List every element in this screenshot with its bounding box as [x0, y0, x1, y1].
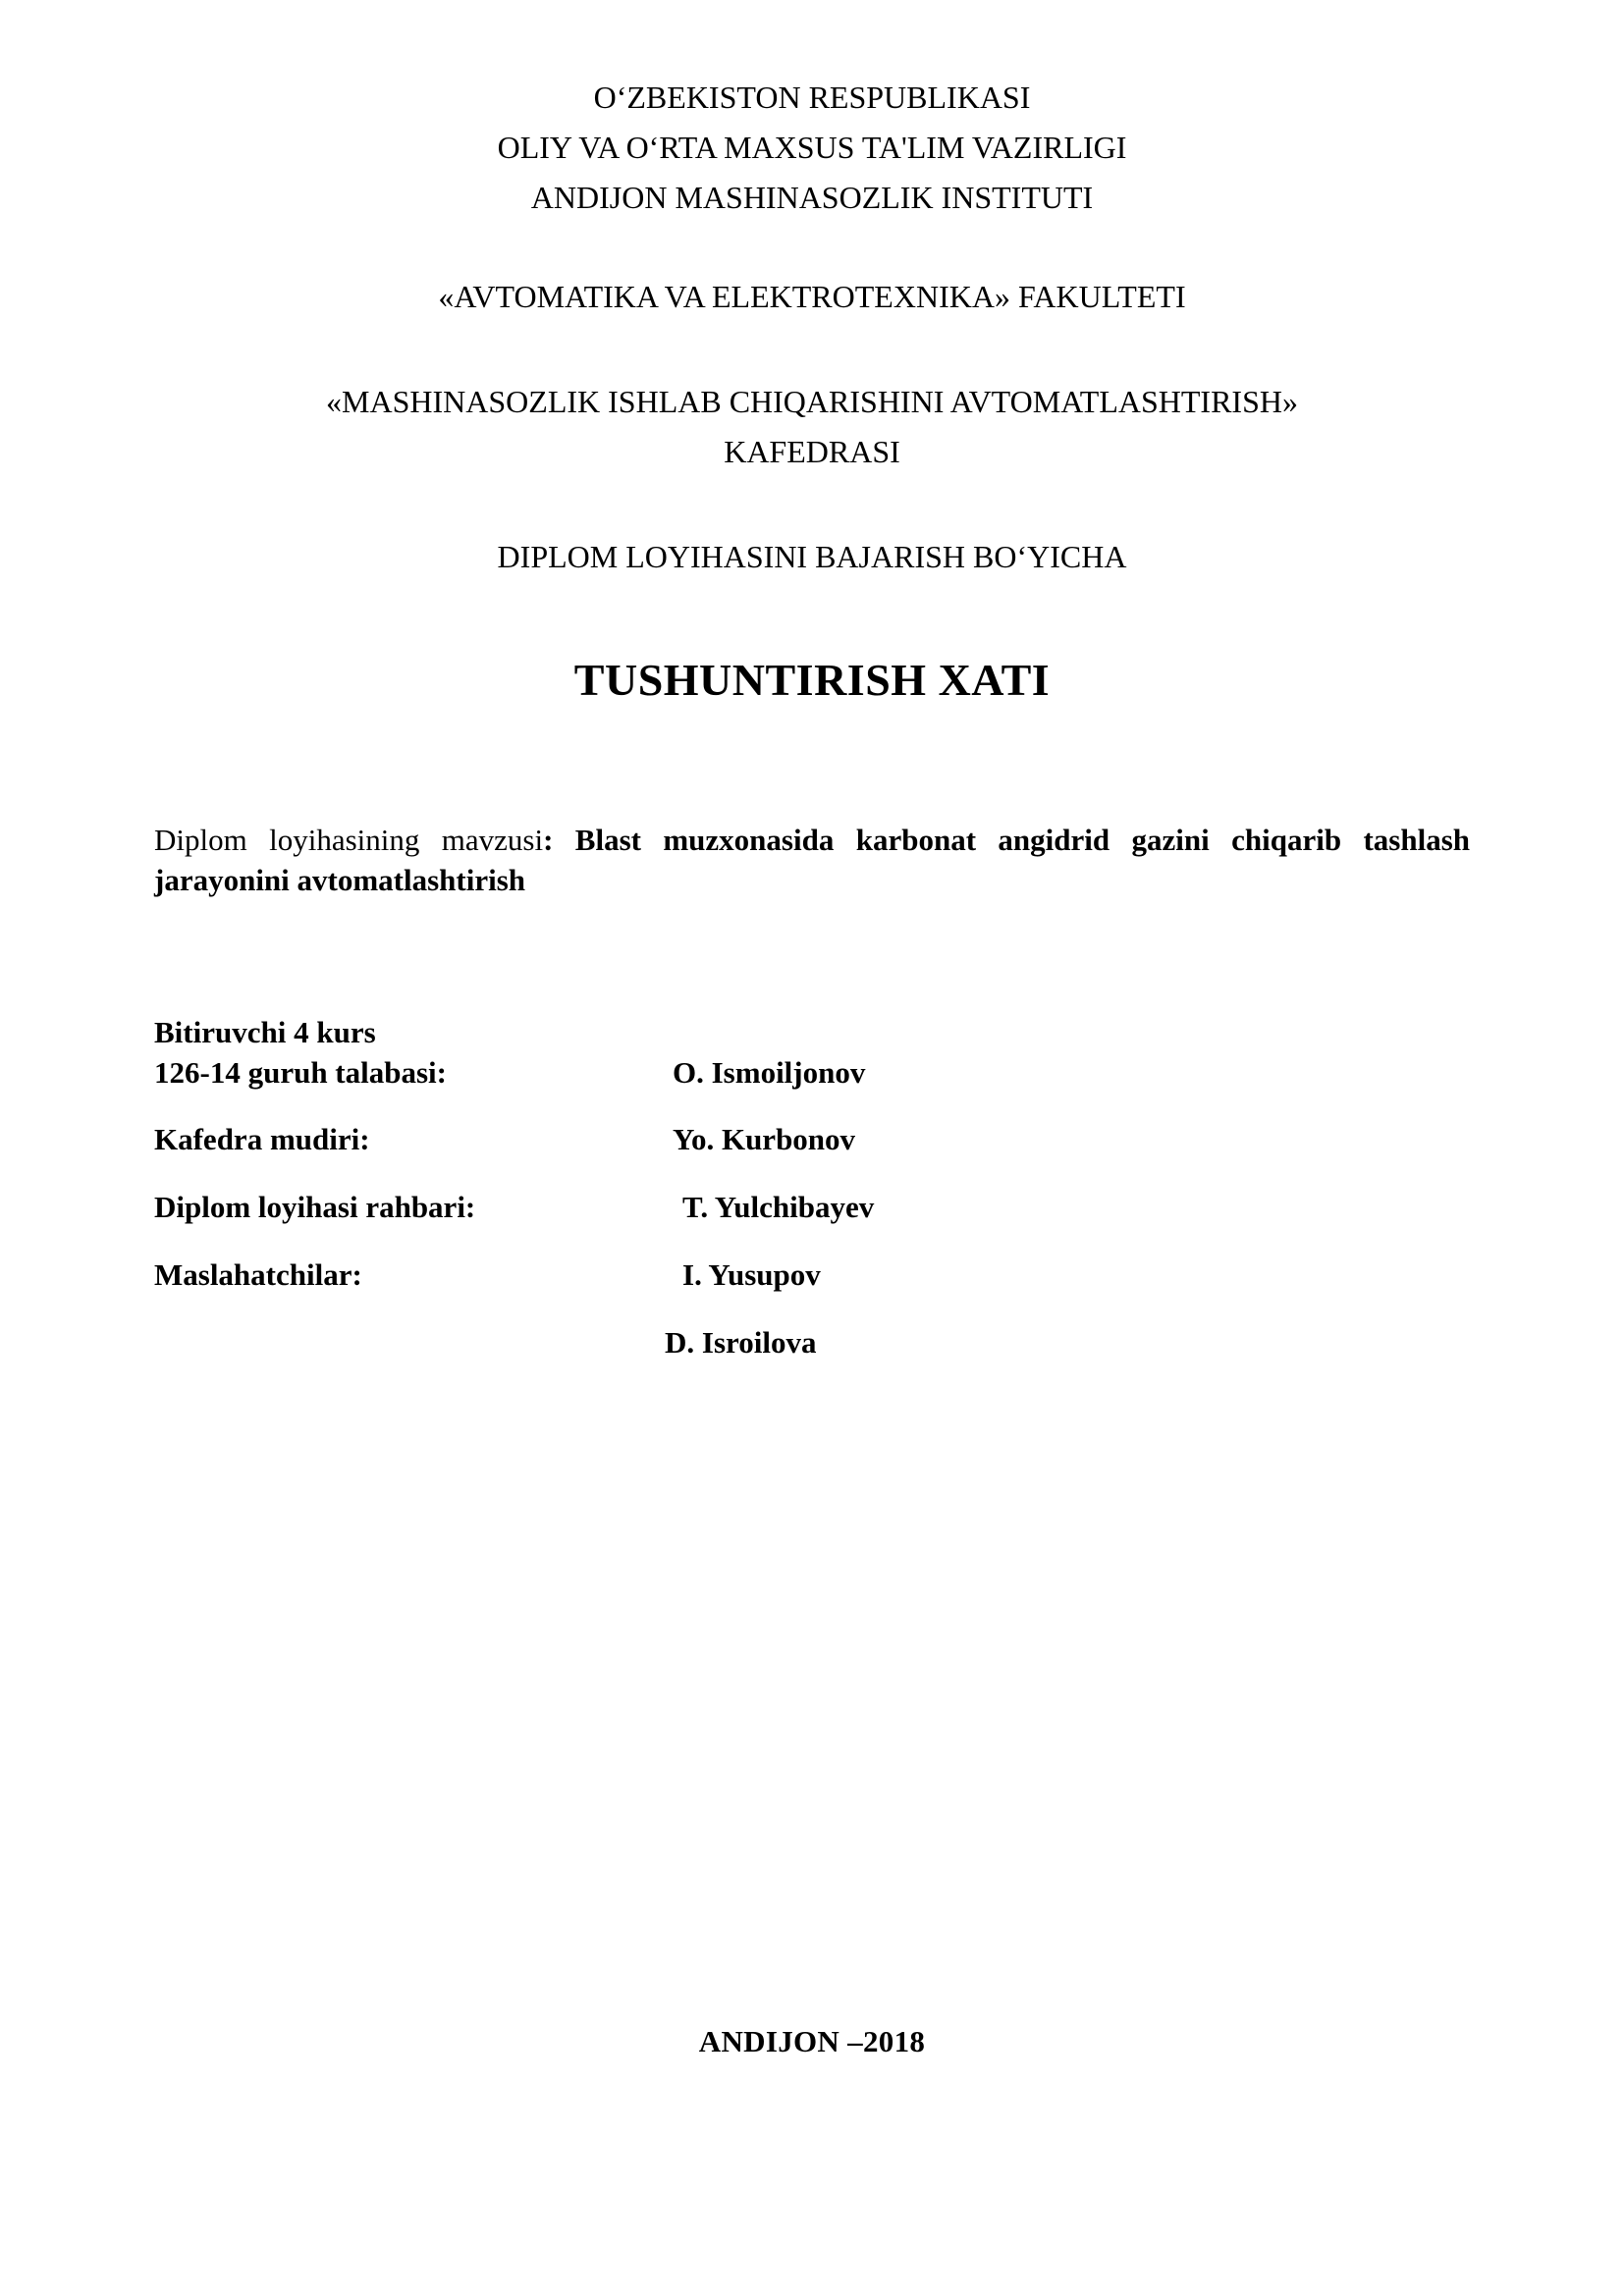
signature-gap-4 [154, 1295, 1470, 1322]
signature-gap-3 [154, 1227, 1470, 1255]
document-content [154, 0, 1470, 1362]
signature-name-consultant-1: I. Yusupov [682, 1257, 821, 1292]
thesis-topic-separator: : [543, 823, 575, 857]
page-title: TUSHUNTIRISH XATI [573, 655, 1051, 705]
signature-name-supervisor: T. Yulchibayev [682, 1190, 875, 1224]
spacer-after-title [154, 708, 1470, 820]
signature-row-head-of-department [154, 1119, 1470, 1159]
spacer-after-department [154, 477, 1470, 532]
signature-row-student-course [154, 1012, 1470, 1052]
footer-city-year: ANDIJON –2018 [698, 2024, 926, 2058]
signature-gap-1 [154, 1093, 1470, 1119]
signature-row-consultants [154, 1255, 1470, 1295]
thesis-topic-label: Diplom loyihasining mavzusi [154, 823, 544, 857]
signature-name-head-of-department: Yo. Kurbonov [673, 1122, 856, 1156]
signature-row-student-group [154, 1052, 1470, 1093]
signature-name-student: O. Ismoiljonov [673, 1055, 866, 1090]
signature-block [154, 1012, 1470, 1362]
signature-row-supervisor [154, 1187, 1470, 1227]
header-line-ministry: OLIY VA O‘RTA MAXSUS TA'LIM VAZIRLIGI [497, 130, 1127, 165]
signature-label-consultants: Maslahatchilar: [154, 1257, 362, 1292]
faculty-line: «AVTOMATIKA VA ELEKTROTEXNIKA» FAKULTETI [438, 279, 1186, 314]
header-line-republic: O‘ZBEKISTON RESPUBLIKASI [593, 80, 1031, 115]
signature-label-head-of-department: Kafedra mudiri: [154, 1122, 370, 1156]
spacer-before-signatures [154, 900, 1470, 1012]
signature-gap-2 [154, 1159, 1470, 1187]
top-spacer [154, 0, 1470, 73]
signature-name-consultant-2: D. Isroilova [665, 1325, 817, 1360]
spacer-before-title [154, 582, 1470, 653]
signature-label-student-course: Bitiruvchi 4 kurs [154, 1015, 376, 1049]
thesis-topic-value: Blast muzxonasida karbonat angidrid gazini chiqarib tashlash jarayonini avtomatlashtirish [154, 823, 1470, 897]
signature-row-consultant-2 [154, 1322, 1470, 1362]
department-line-1: «MASHINASOZLIK ISHLAB CHIQARISHINI AVTOMATLASHTIRISH» [326, 384, 1298, 419]
signature-label-supervisor: Diplom loyihasi rahbari: [154, 1190, 476, 1224]
spacer-after-faculty [154, 322, 1470, 377]
department-line-2: KAFEDRASI [724, 434, 900, 469]
spacer-after-header [154, 223, 1470, 272]
header-line-institute: ANDIJON MASHINASOZLIK INSTITUTI [530, 180, 1094, 215]
thesis-topic-paragraph [154, 820, 1470, 900]
signature-label-student-group: 126-14 guruh talabasi: [154, 1055, 447, 1090]
subtitle-line: DIPLOM LOYIHASINI BAJARISH BO‘YICHA [497, 539, 1127, 574]
